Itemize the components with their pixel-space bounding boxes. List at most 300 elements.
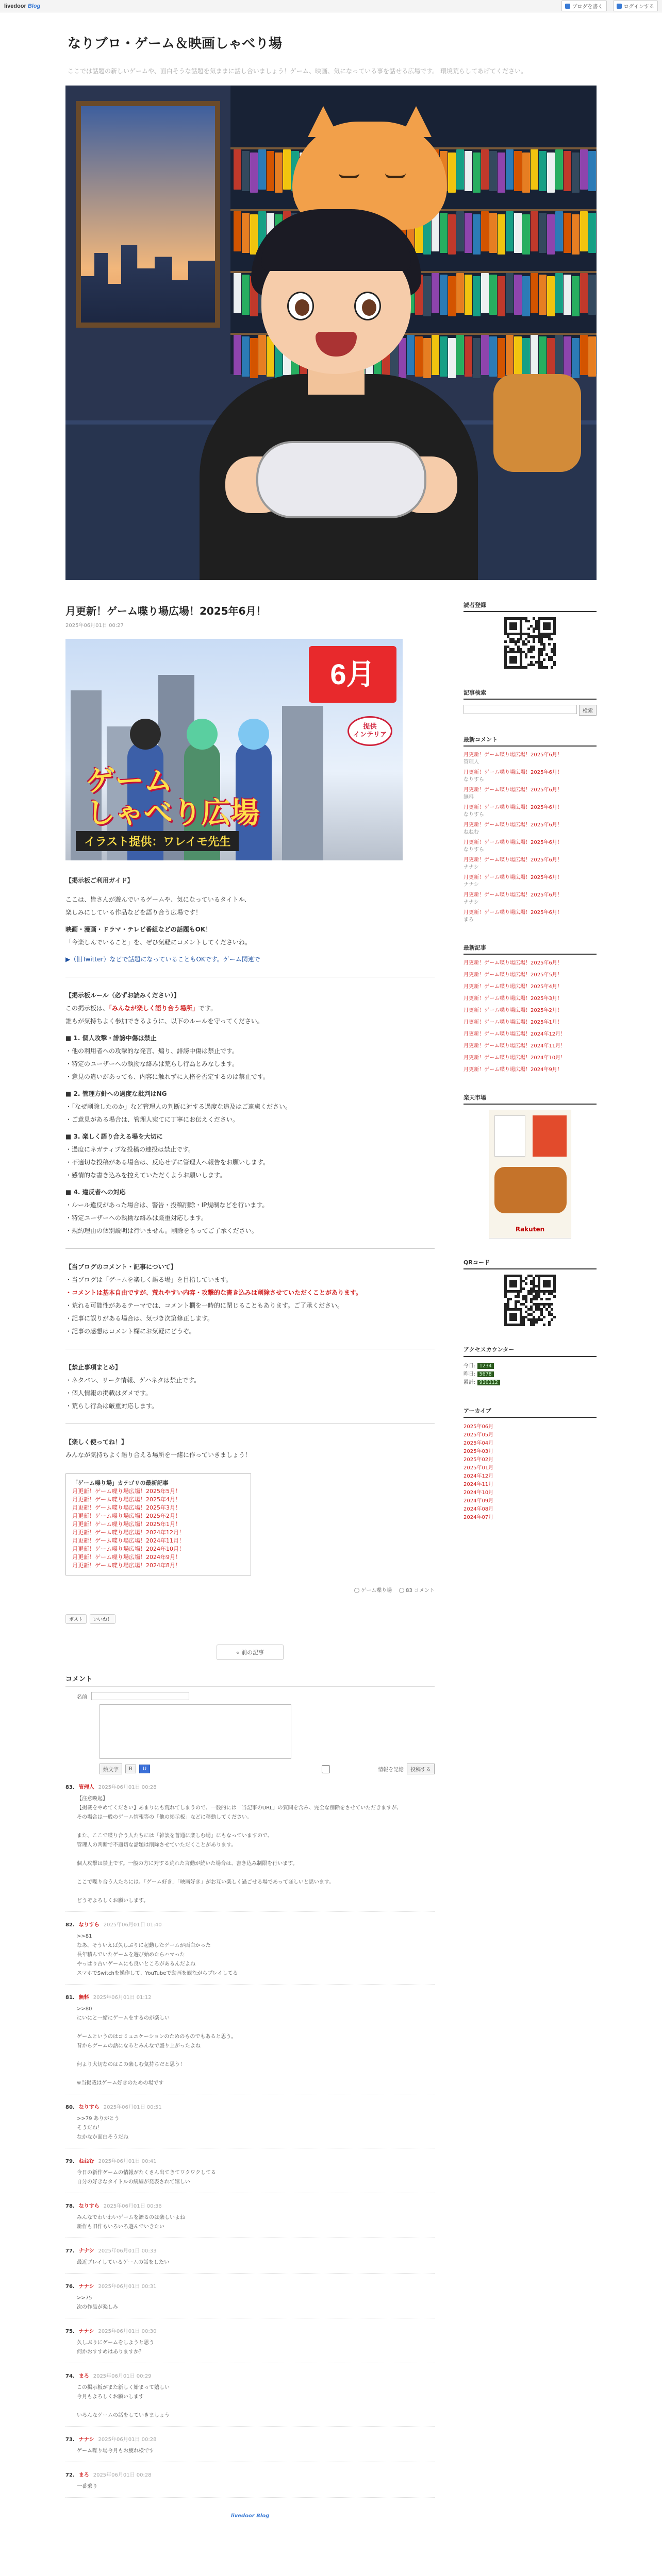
comment-line: 【注意喚起】 — [77, 1796, 108, 1802]
comment-number[interactable]: 76. — [65, 2284, 75, 2290]
game-case — [547, 152, 555, 193]
game-case — [456, 211, 464, 251]
game-case — [522, 276, 530, 316]
game-case — [506, 211, 514, 251]
recent-comment-link[interactable]: 月更新！ゲーム喋り場広場！2025年6月！ — [464, 770, 562, 775]
comment-date: 2025年06月01日 00:36 — [103, 2204, 162, 2209]
comment-body — [65, 2169, 435, 2187]
comment-number[interactable]: 79. — [65, 2159, 75, 2164]
comment-line: 長年積んでいたゲームを遊び始めたらハマった — [77, 1952, 185, 1958]
recent-comment-link[interactable]: 月更新！ゲーム喋り場広場！2025年6月！ — [464, 752, 562, 758]
pillow — [493, 374, 581, 472]
comment-line: 一番乗り — [77, 2484, 97, 2489]
recent-comment-item — [464, 839, 597, 854]
comment-line: 新作も旧作もいろいろ遊んでいきたい — [77, 2224, 164, 2230]
comment-date: 2025年06月01日 00:31 — [98, 2284, 157, 2290]
folder-icon — [354, 1588, 359, 1593]
comment-date: 2025年06月01日 00:51 — [103, 2105, 162, 2110]
comment-number[interactable]: 75. — [65, 2329, 75, 2334]
write-blog-button[interactable] — [561, 1, 607, 11]
comment-number[interactable]: 83. — [65, 1785, 75, 1790]
comment-line: 今月もよろしくお願いします — [77, 2394, 144, 2400]
comment-line: また、ここで喋り合う人たちには「雑談を普通に楽しむ場」にもなっていますので、 — [77, 1833, 273, 1839]
game-case — [399, 338, 406, 378]
submit-comment-button[interactable]: 投稿する — [407, 1764, 435, 1774]
comment-date: 2025年06月01日 00:28 — [98, 2437, 157, 2443]
comment-count-link[interactable]: 83 コメント — [399, 1586, 435, 1594]
comment-item — [65, 2158, 435, 2193]
remember-label: 情報を記憶 — [378, 1767, 404, 1773]
comment-body — [65, 2214, 435, 2231]
recent-comment-item — [464, 769, 597, 784]
archive-month-link[interactable]: 2025年04月 — [464, 1440, 494, 1446]
comment-body — [65, 2115, 435, 2142]
rule-item: ・過度にネガティブな投稿の連投は禁止です。 — [65, 1146, 195, 1153]
pencil-icon — [565, 4, 570, 9]
comment-date: 2025年06月01日 00:41 — [98, 2159, 157, 2164]
game-case — [555, 335, 563, 375]
comment-line: 自分の好きなタイトルの続編が発表されて嬉しい — [77, 2179, 190, 2185]
comment-item — [65, 2202, 435, 2238]
remember-checkbox[interactable] — [277, 1765, 375, 1773]
site-title[interactable]: なりブロ・ゲーム＆映画しゃべり場 — [68, 36, 283, 52]
recent-comment-item — [464, 874, 597, 889]
game-case — [456, 149, 464, 190]
archive-month-link[interactable]: 2024年09月 — [464, 1498, 494, 1504]
game-case — [473, 338, 481, 378]
brand-main: livedoor — [4, 3, 26, 9]
comment-date: 2025年06月01日 00:33 — [98, 2248, 157, 2254]
recent-comment-item — [464, 752, 597, 766]
game-case — [275, 152, 283, 193]
game-case — [531, 335, 538, 375]
comment-item — [65, 2372, 435, 2427]
comment-line: やっぱり古いゲームにも良いところがあるんだよね — [77, 1961, 195, 1967]
comment-line: 久しぶりにゲームをしようと思う — [77, 2340, 154, 2346]
comment-line: なかなか面白そうだね — [77, 2134, 128, 2140]
recent-article-link[interactable]: 月更新！ゲーム喋り場広場！2024年12月！ — [464, 1031, 566, 1037]
game-case — [522, 338, 530, 378]
comment-line: 何より大切なのはこの楽しむ気持ちだと思う！ — [77, 2062, 185, 2067]
comment-textarea[interactable] — [100, 1704, 291, 1759]
game-case — [481, 211, 489, 251]
main-column — [65, 601, 435, 2519]
game-case — [234, 273, 241, 313]
header-illustration — [65, 86, 597, 580]
game-case — [407, 335, 415, 375]
recent-article-link[interactable]: 月更新！ゲーム喋り場広場！2025年1月！ — [464, 1020, 562, 1025]
recent-comments-heading: 最新コメント — [464, 735, 597, 747]
recent-comment-item — [464, 892, 597, 906]
about-item: ・荒れる可能性があるテーマでは、コメント欄を一時的に閉じることもあります。ご了承ください。 — [65, 1302, 344, 1309]
comment-number[interactable]: 80. — [65, 2105, 75, 2110]
end-text: みんなが気持ちよく語り合える場所を一緒に作っていきましょう！ — [65, 1451, 252, 1459]
game-case — [564, 213, 571, 253]
comment-number[interactable]: 73. — [65, 2437, 75, 2443]
comment-number[interactable]: 72. — [65, 2472, 75, 2478]
game-case — [572, 214, 580, 255]
game-case — [580, 273, 588, 313]
recent-comment-link[interactable]: 月更新！ゲーム喋り場広場！2025年6月！ — [464, 857, 562, 863]
footer-logo[interactable]: livedoor Blog — [230, 2513, 270, 2519]
comment-author: 管理人 — [78, 1785, 94, 1790]
game-case — [498, 214, 505, 255]
game-case — [473, 276, 481, 316]
comment-line: ※当掲載はゲーム好きのための場です — [77, 2080, 164, 2086]
ad-widget — [464, 1093, 597, 1239]
comment-body — [65, 2483, 435, 2491]
comment-line: ゲームというのはコミュニケーションのためのものでもあると思う。 — [77, 2034, 237, 2040]
category-latest-posts — [65, 1473, 251, 1575]
rule-item: ・ルール違反があった場合は、警告・投稿削除・IP規制などを行います。 — [65, 1201, 269, 1209]
game-case — [234, 211, 241, 251]
recent-comment-item — [464, 857, 597, 871]
category-post-link[interactable]: 月更新！ゲーム喋り場広場！2024年9月！ — [72, 1554, 181, 1561]
livedoor-logo[interactable] — [4, 3, 40, 9]
game-case — [522, 152, 530, 193]
site-description: ここでは話題の新しいゲームや、面白そうな話題を気ままに話し合いましょう！ゲーム、映画、気になっている事を話せる広場です。 環境荒らしてあげてください。 — [68, 67, 527, 75]
comment-item — [65, 2328, 435, 2363]
rule-4-heading: ■ 4. 違反者への対応 — [65, 1189, 126, 1196]
comment-author: ナナシ — [78, 2329, 94, 2334]
game-case — [283, 149, 291, 190]
comment-author: まろ — [78, 2374, 89, 2379]
game-case — [547, 276, 555, 316]
reader-widget — [464, 601, 597, 669]
login-label: ログインする — [623, 4, 654, 10]
comment-line: その場合は一般のゲーム情報等の「他の掲示板」などに移動してください。 — [77, 1815, 252, 1820]
rule-item: ・特定ユーザーへの執拗な絡みは厳重対応します。 — [65, 1214, 208, 1222]
game-case — [498, 152, 505, 193]
recent-comment-item — [464, 787, 597, 801]
game-case — [539, 336, 547, 377]
comment-number[interactable]: 74. — [65, 2374, 75, 2379]
archive-month-link[interactable]: 2025年02月 — [464, 1457, 494, 1463]
game-case — [258, 149, 266, 190]
recent-comment-link[interactable]: 月更新！ゲーム喋り場広場！2025年6月！ — [464, 822, 562, 828]
game-case — [555, 273, 563, 313]
game-case — [506, 149, 514, 190]
comment-number[interactable]: 77. — [65, 2248, 75, 2254]
recent-comment-item — [464, 804, 597, 819]
recent-comment-author: なりすら — [464, 812, 484, 818]
comment-author: ねねむ — [78, 2159, 94, 2164]
comment-item — [65, 1784, 435, 1912]
game-case — [555, 211, 563, 251]
comment-line: 今日の新作ゲームの情報がたくさん出てきてワクワクしてる — [77, 2170, 216, 2176]
recent-comment-link[interactable]: 月更新！ゲーム喋り場広場！2025年6月！ — [464, 840, 562, 845]
comment-line: 【掲載をやめてください】あまりにも荒れてしまうので、一般的には「当記事のURL」の質問を含み、完全な削除をさせていただきますが、 — [77, 1805, 402, 1811]
comment-body — [65, 2294, 435, 2312]
category-post-link[interactable]: 月更新！ゲーム喋り場広場！2024年12月！ — [72, 1529, 185, 1536]
comment-item — [65, 2247, 435, 2274]
recent-article-link[interactable]: 月更新！ゲーム喋り場広場！2025年5月！ — [464, 972, 562, 978]
site-header — [65, 12, 597, 86]
game-case — [489, 275, 497, 315]
category-post-link[interactable]: 月更新！ゲーム喋り場広場！2025年2月！ — [72, 1513, 181, 1519]
category-post-link[interactable]: 月更新！ゲーム喋り場広場！2025年4月！ — [72, 1496, 181, 1503]
game-case — [473, 152, 481, 193]
recent-comment-author: ねねむ — [464, 829, 479, 835]
comment-body — [65, 2005, 435, 2088]
name-input[interactable] — [91, 1692, 189, 1700]
game-case — [564, 275, 571, 315]
archive-month-link[interactable]: 2025年05月 — [464, 1432, 494, 1438]
about-heading: 【当ブログのコメント・記事について】 — [65, 1263, 177, 1270]
game-case — [242, 275, 250, 315]
qr-code-icon[interactable] — [504, 617, 556, 669]
game-case — [267, 151, 274, 191]
category-latest-heading: 「ゲーム喋り場」カテゴリの最新記事 — [72, 1480, 169, 1486]
comment-author: まろ — [78, 2472, 89, 2478]
comment-line: なあ、そういえば久しぶりに起動したゲームが面白かった — [77, 1943, 211, 1948]
rakuten-ad[interactable] — [489, 1110, 571, 1239]
comment-line: >>75 — [77, 2295, 92, 2301]
archive-month-link[interactable]: 2024年08月 — [464, 1506, 494, 1512]
archive-widget — [464, 1406, 597, 1522]
recent-articles-heading: 最新記事 — [464, 943, 597, 955]
recent-article-link[interactable]: 月更新！ゲーム喋り場広場！2025年4月！ — [464, 984, 562, 990]
sidebar — [464, 601, 597, 2519]
comment-item — [65, 1994, 435, 2094]
search-input[interactable] — [464, 705, 577, 714]
game-case — [465, 275, 472, 315]
game-case — [580, 149, 588, 190]
game-case — [580, 211, 588, 251]
comment-author: ナナシ — [78, 2437, 94, 2443]
ban-item: ・個人情報の掲載はダメです。 — [65, 1389, 152, 1397]
game-case — [448, 214, 456, 255]
about-item: ・記事に誤りがある場合は、気づき次第修正します。 — [65, 1315, 214, 1322]
intro-line: 「今楽しんでいること」を、ぜひ気軽にコメントしてくださいね。 — [65, 939, 252, 946]
game-case — [465, 336, 472, 377]
category-post-link[interactable]: 月更新！ゲーム喋り場広場！2024年10月！ — [72, 1546, 185, 1552]
ban-item: ・ネタバレ、リーク情報、ゲハネタは禁止です。 — [65, 1377, 201, 1384]
game-case — [498, 338, 505, 378]
rule-item: ・他の利用者への攻撃的な発言、煽り、誹謗中傷は禁止です。 — [65, 1047, 239, 1055]
comment-line: ゲーム喋り場今月もお疲れ様です — [77, 2448, 154, 2454]
recent-comment-author: ナナシ — [464, 900, 479, 905]
game-case — [423, 338, 431, 378]
recent-comment-link[interactable]: 月更新！ゲーム喋り場広場！2025年6月！ — [464, 910, 562, 916]
game-case — [531, 149, 538, 190]
comments-heading: コメント — [65, 1673, 435, 1687]
game-case — [539, 213, 547, 253]
comment-item — [65, 2436, 435, 2462]
blog-topbar — [0, 0, 662, 12]
underline-button[interactable]: U — [139, 1765, 150, 1773]
game-case — [514, 213, 522, 253]
game-case — [489, 151, 497, 191]
comment-form — [65, 1692, 435, 1774]
game-case — [531, 273, 538, 313]
comment-body — [65, 1795, 435, 1905]
qr-code-icon — [504, 1275, 556, 1326]
search-widget — [464, 688, 597, 716]
recent-comment-item — [464, 909, 597, 924]
recent-comment-author: なりすら — [464, 847, 484, 853]
recent-comment-link[interactable]: 月更新！ゲーム喋り場広場！2025年6月！ — [464, 787, 562, 793]
access-counter-widget — [464, 1346, 597, 1387]
game-case — [547, 338, 555, 378]
recent-comments-widget — [464, 735, 597, 924]
search-heading: 記事検索 — [464, 688, 597, 700]
archive-heading: アーカイブ — [464, 1406, 597, 1418]
category-post-link[interactable]: 月更新！ゲーム喋り場広場！2025年1月！ — [72, 1521, 181, 1528]
game-case — [539, 151, 547, 191]
game-case — [448, 152, 456, 193]
comment-body — [65, 1933, 435, 1978]
recent-comment-author: 無料 — [464, 794, 474, 800]
game-case — [415, 336, 423, 377]
comment-line: この掲示板がまた新しく始まって嬉しい — [77, 2385, 170, 2391]
post-banner-image — [65, 639, 403, 860]
post-footer — [65, 1586, 435, 1594]
archive-month-link[interactable]: 2025年01月 — [464, 1465, 494, 1471]
recent-comment-author: ナナシ — [464, 865, 479, 870]
comment-body — [65, 2339, 435, 2357]
game-case — [588, 275, 596, 315]
game-case — [522, 214, 530, 255]
comment-line: 個人攻撃は禁止です。一般の方に対する荒れた言動が続いた場合は、書き込み制限を行います。 — [77, 1861, 298, 1867]
recent-comment-link[interactable]: 月更新！ゲーム喋り場広場！2025年6月！ — [464, 805, 562, 810]
game-case — [250, 338, 258, 378]
comment-item — [65, 2283, 435, 2318]
category-post-link[interactable]: 月更新！ゲーム喋り場広場！2025年5月！ — [72, 1488, 181, 1495]
recent-article-link[interactable]: 月更新！ゲーム喋り場広場！2024年10月！ — [464, 1055, 566, 1061]
game-case — [588, 336, 596, 377]
comment-body — [65, 2384, 435, 2420]
comment-line: >>79 ありがとう — [77, 2116, 120, 2122]
post-title[interactable]: 月更新！ゲーム喋り場広場！2025年6月！ — [65, 605, 267, 617]
game-case — [572, 152, 580, 193]
tweet-button[interactable]: ポスト — [65, 1614, 87, 1624]
game-case — [547, 214, 555, 255]
archive-month-link[interactable]: 2025年06月 — [464, 1424, 494, 1430]
comment-line: >>80 — [77, 2006, 92, 2012]
archive-month-link[interactable]: 2025年03月 — [464, 1449, 494, 1454]
comment-number[interactable]: 82. — [65, 1922, 75, 1928]
end-heading: 【楽しく使ってね！】 — [65, 1438, 128, 1446]
comment-number[interactable]: 81. — [65, 1995, 75, 2001]
previous-post-button[interactable]: « 前の記事 — [217, 1645, 284, 1660]
game-case — [465, 151, 472, 191]
intro-bold: 映画・漫画・ドラマ・テレビ番組などの話題もOK！ — [65, 926, 212, 933]
like-button[interactable]: いいね！ — [90, 1614, 115, 1624]
comment-date: 2025年06月01日 00:28 — [93, 2472, 152, 2478]
login-button[interactable] — [613, 1, 658, 11]
banner-badge: 提供 インテリア — [347, 716, 392, 746]
recent-comment-link[interactable]: 月更新！ゲーム喋り場広場！2025年6月！ — [464, 892, 562, 898]
game-case — [465, 213, 472, 253]
rule-3-heading: ■ 3. 楽しく語り合える場を大切に — [65, 1133, 163, 1140]
archive-month-link[interactable]: 2024年11月 — [464, 1482, 494, 1487]
recent-article-link[interactable]: 月更新！ゲーム喋り場広場！2024年11月！ — [464, 1043, 566, 1049]
recent-comment-author: なりすら — [464, 777, 484, 783]
banner-title: ゲーム しゃべり広場 — [86, 765, 259, 830]
game-case — [250, 152, 258, 193]
comment-number[interactable]: 78. — [65, 2204, 75, 2209]
recent-article-link[interactable]: 月更新！ゲーム喋り場広場！2024年9月！ — [464, 1067, 562, 1073]
rules-intro-2: 誰もが気持ちよく参加できるように、以下のルールを守ってください。 — [65, 1018, 263, 1025]
game-case — [580, 335, 588, 375]
game-case — [242, 213, 250, 253]
game-case — [432, 335, 439, 375]
comment-line: 最近プレイしているゲームの話をしたい — [77, 2260, 170, 2265]
game-case — [555, 149, 563, 190]
comment-date: 2025年06月01日 01:12 — [93, 1995, 152, 2001]
category-post-link[interactable]: 月更新！ゲーム喋り場広場！2024年8月！ — [72, 1562, 181, 1569]
game-case — [440, 336, 448, 377]
ban-item: ・荒らし行為は厳重対応します。 — [65, 1402, 158, 1410]
game-case — [250, 214, 258, 255]
comment-line: 何かおすすめはありますか？ — [77, 2349, 144, 2355]
recent-comment-author: まろ — [464, 917, 474, 923]
comment-icon — [399, 1588, 404, 1593]
about-item: ・コメントは基本自由ですが、荒れやすい内容・攻撃的な書き込みは削除させていただくことがあります。 — [65, 1289, 362, 1296]
rules-intro: この掲示板は、「みんなが楽しく語り合う場所」です。 — [65, 1005, 217, 1012]
recent-article-link[interactable]: 月更新！ゲーム喋り場広場！2025年2月！ — [464, 1008, 562, 1013]
comment-date: 2025年06月01日 01:40 — [103, 1922, 162, 1928]
archive-month-link[interactable]: 2024年07月 — [464, 1515, 494, 1520]
comment-author: なりすら — [78, 2204, 100, 2209]
comment-date: 2025年06月01日 00:28 — [98, 1785, 157, 1790]
archive-month-link[interactable]: 2024年10月 — [464, 1490, 494, 1496]
recent-comment-link[interactable]: 月更新！ゲーム喋り場広場！2025年6月！ — [464, 875, 562, 880]
game-case — [514, 151, 522, 191]
search-button[interactable]: 検索 — [579, 705, 597, 716]
game-case — [440, 275, 448, 315]
game-case — [572, 338, 580, 378]
counter-heading: アクセスカウンター — [464, 1346, 597, 1357]
game-case — [432, 273, 439, 313]
bold-button[interactable]: B — [125, 1765, 136, 1773]
game-case — [588, 151, 596, 191]
recent-article-link[interactable]: 月更新！ゲーム喋り場広場！2025年6月！ — [464, 960, 562, 966]
window-illustration — [76, 101, 220, 328]
game-case — [423, 276, 431, 316]
game-case — [242, 336, 250, 377]
game-case — [481, 335, 489, 375]
comment-author: なりすら — [78, 2105, 100, 2110]
write-blog-label: ブログを書く — [572, 4, 603, 10]
game-case — [481, 273, 489, 313]
emoji-button[interactable]: 絵文字 — [100, 1764, 122, 1774]
qr-heading: QRコード — [464, 1258, 597, 1269]
archive-month-link[interactable]: 2024年12月 — [464, 1473, 494, 1479]
recent-article-link[interactable]: 月更新！ゲーム喋り場広場！2025年3月！ — [464, 996, 562, 1002]
game-case — [514, 336, 522, 377]
game-case — [539, 275, 547, 315]
game-case — [564, 151, 571, 191]
category-link[interactable]: ゲーム喋り場 — [354, 1586, 392, 1594]
comment-line: 次の作品が楽しみ — [77, 2304, 118, 2310]
comment-line: いろんなゲームの話をしていきましょう — [77, 2413, 170, 2418]
rule-item: ・特定のユーザーへの執拗な絡みは荒らし行為とみなします。 — [65, 1060, 239, 1067]
comment-line: みんなでわいわいゲームを語るのは楽しいよね — [77, 2215, 185, 2221]
game-case — [506, 335, 514, 375]
twitter-link[interactable]: ▶（旧Twitter）などで話題になっていることもOKです。ゲーム関連で — [65, 956, 260, 963]
recent-comment-author: ナナシ — [464, 882, 479, 888]
rule-item: ・感情的な書き込みを控えていただくようお願いします。 — [65, 1172, 226, 1179]
game-case — [489, 336, 497, 377]
category-post-link[interactable]: 月更新！ゲーム喋り場広場！2025年3月！ — [72, 1504, 181, 1511]
ad-heading: 楽天市場 — [464, 1093, 597, 1105]
category-post-link[interactable]: 月更新！ゲーム喋り場広場！2024年11月！ — [72, 1537, 185, 1544]
about-item: ・記事の感想はコメント欄にお気軽にどうぞ。 — [65, 1328, 195, 1335]
game-case — [489, 213, 497, 253]
comment-item — [65, 2471, 435, 2498]
